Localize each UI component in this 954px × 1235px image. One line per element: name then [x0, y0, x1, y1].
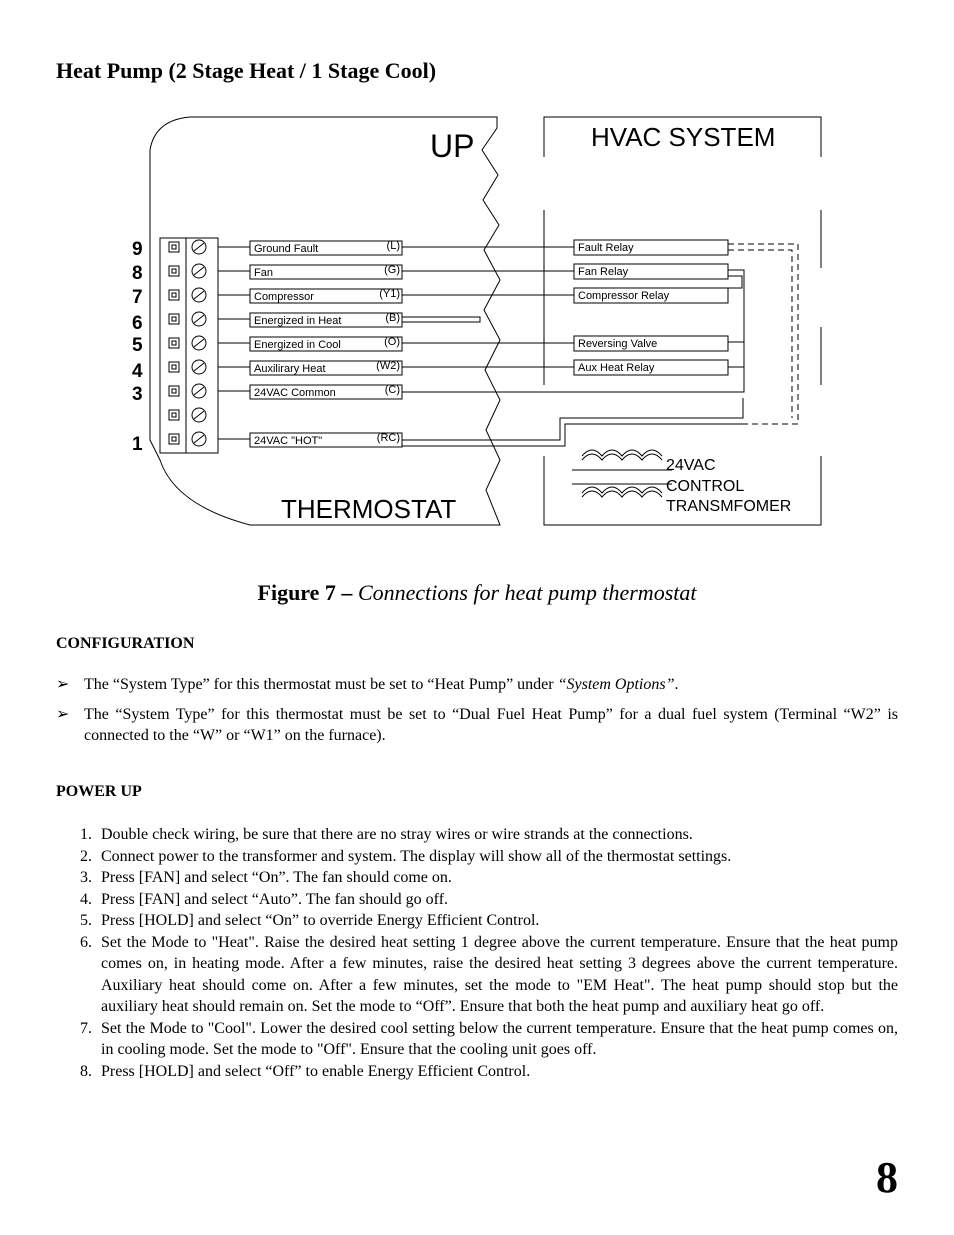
transformer-label-3: TRANSMFOMER: [666, 498, 792, 515]
wire-code: (RC): [376, 432, 400, 444]
wire-label: Compressor: [254, 291, 314, 303]
caption-lead: Figure 7 –: [257, 580, 358, 605]
wire-label: Auxilirary Heat: [254, 363, 326, 375]
wire-label: Fan: [254, 267, 273, 279]
caption-text: Connections for heat pump thermostat: [357, 580, 697, 605]
terminal-number: 7: [132, 287, 143, 308]
hvac-relay: [574, 264, 728, 279]
terminal-number: 9: [132, 239, 143, 260]
page-number: 8: [876, 1153, 898, 1202]
thermostat-wire: [218, 312, 402, 327]
arrow-bullet-icon: ➢: [56, 706, 70, 723]
transformer-label-2: CONTROL: [666, 478, 745, 495]
terminal-number: 8: [132, 263, 143, 284]
page-title: Heat Pump (2 Stage Heat / 1 Stage Cool): [56, 58, 437, 83]
wire-label: Energized in Heat: [254, 315, 342, 327]
transformer-label-1: 24VAC: [666, 457, 716, 474]
wire-code: (C): [384, 384, 400, 396]
hvac-label: HVAC SYSTEM: [591, 122, 776, 152]
relay-label: Fault Relay: [578, 242, 634, 254]
figure-caption: [0, 580, 954, 606]
terminal-number: 3: [132, 384, 143, 405]
transformer-coils: [572, 450, 672, 497]
thermostat-wire: [218, 288, 402, 303]
list-item: 6. Set the Mode to "Heat". Raise the desired heat setting 1 degree above the current temperature. Ensure that the heat pump comes on, in heating mode. After a few minutes, raise the desired heat setting 3 degrees above the current temperature. Auxiliary heat should come on. After a few minutes, set the mode to "EM Heat". The heat pump should stop but the auxiliary heat should remain on. Set the mode to “Off”. Ensure that both the heat pump and auxiliary heat go off.: [80, 933, 898, 1015]
wire-label: 24VAC Common: [254, 387, 336, 399]
hvac-relays: [574, 240, 728, 375]
terminal-number: 6: [132, 313, 143, 334]
thermostat-wire: [218, 360, 402, 375]
wire-code: (O): [384, 336, 400, 348]
up-label: UP: [430, 128, 475, 164]
thermostat-wire: [218, 240, 402, 255]
relay-label: Reversing Valve: [578, 338, 658, 350]
terminal-number: 5: [132, 335, 143, 356]
list-item: 2. Connect power to the transformer and system. The display will show all of the thermostat settings.: [80, 847, 732, 865]
wires: [218, 240, 574, 447]
thermostat-wire: [218, 336, 402, 351]
wire-label: Energized in Cool: [254, 339, 341, 351]
list-item: ➢ The “System Type” for this thermostat must be set to “Heat Pump” under “System Options”.: [56, 676, 679, 693]
thermostat-wire: [218, 264, 402, 279]
terminal-number: 1: [132, 434, 143, 455]
wire-label: 24VAC "HOT": [254, 435, 323, 447]
power-up-heading: POWER UP: [56, 783, 142, 800]
relay-label: Aux Heat Relay: [578, 362, 655, 374]
hvac-relay: [574, 240, 728, 255]
list-item: 7. Set the Mode to "Cool". Lower the desired cool setting below the current temperature. Ensure that the heat pump comes on, in cooling mode. Set the mode to "Off". Ensure that the cooling unit goes off.: [80, 1019, 898, 1058]
wire-code: (W2): [376, 360, 400, 372]
thermostat-wire: [218, 384, 402, 399]
wire-code: (L): [386, 240, 400, 252]
list-item: 4. Press [FAN] and select “Auto”. The fan should go off.: [80, 890, 449, 908]
thermostat-label: THERMOSTAT: [281, 494, 457, 524]
terminal-numbers: [132, 239, 143, 455]
list-item: ➢ The “System Type” for this thermostat must be set to “Dual Fuel Heat Pump” for a dual fuel system (Terminal “W2” is connected to the “W” or “W1” on the furnace).: [56, 706, 898, 744]
arrow-bullet-icon: ➢: [56, 676, 70, 693]
wire-label: Ground Fault: [254, 243, 319, 255]
configuration-list: [56, 674, 898, 755]
relay-label: Compressor Relay: [578, 290, 670, 302]
hvac-relay: [574, 360, 728, 375]
terminal-number: 4: [132, 361, 143, 382]
relay-label: Fan Relay: [578, 266, 629, 278]
wire-code: (Y1): [379, 288, 400, 300]
power-up-steps: [56, 824, 898, 1082]
list-item: 3. Press [FAN] and select “On”. The fan should come on.: [80, 869, 452, 886]
wire-code: (G): [384, 264, 400, 276]
list-item: 1. Double check wiring, be sure that there are no stray wires or wire strands at the connections.: [80, 826, 693, 843]
configuration-heading: CONFIGURATION: [56, 635, 195, 652]
list-item: 5. Press [HOLD] and select “On” to override Energy Efficient Control.: [80, 912, 540, 929]
hvac-relay: [574, 336, 728, 351]
hvac-relay: [574, 288, 728, 303]
wire-code: (B): [385, 312, 400, 324]
list-item: 8. Press [HOLD] and select “Off” to enable Energy Efficient Control.: [80, 1062, 531, 1080]
wiring-diagram: [0, 100, 954, 540]
thermostat-wire: [218, 432, 402, 447]
